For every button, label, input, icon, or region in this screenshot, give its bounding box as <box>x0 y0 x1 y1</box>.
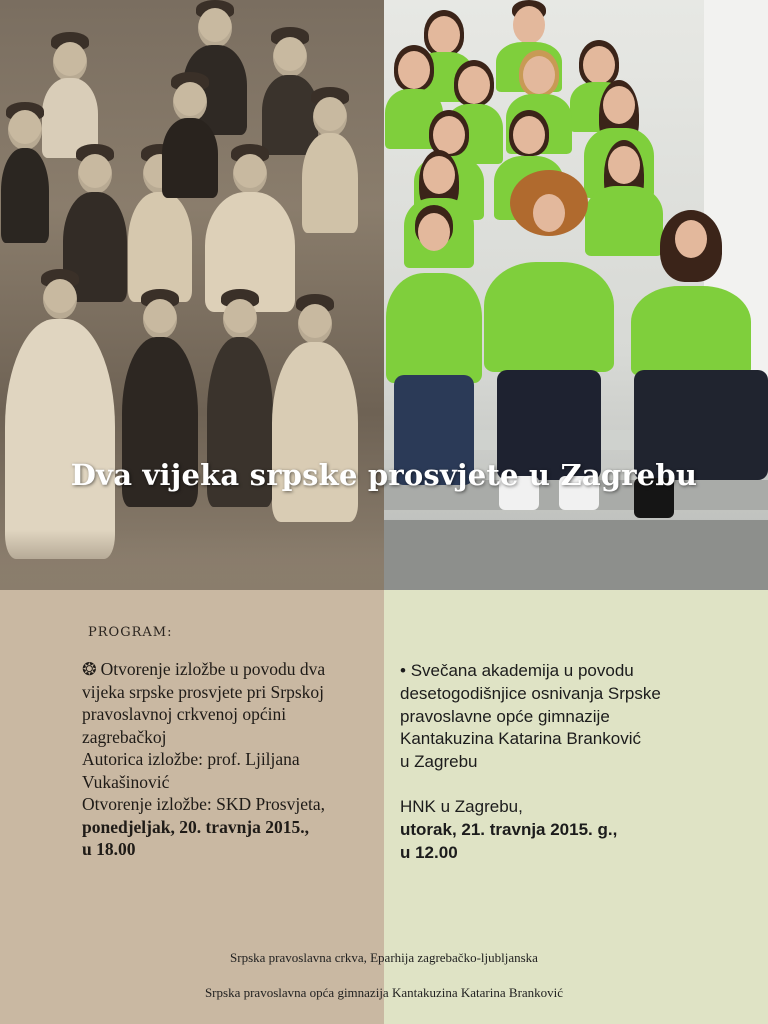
poster-headline: Dva vijeka srpske prosvjete u Zagrebu <box>70 458 698 492</box>
exhibition-date: ponedjeljak, 20. travnja 2015., <box>82 816 310 837</box>
academy-venue: HNK u Zagrebu, <box>400 796 523 816</box>
organizer-church: Srpska pravoslavna crkva, Eparhija zagrebačko-ljubljanska <box>230 950 538 965</box>
exhibition-line-3: pravoslavnoj crkvenoj općini <box>82 704 287 724</box>
exhibition-event-details <box>82 658 382 861</box>
exhibition-author-line-2: Vukašinović <box>82 771 170 792</box>
academy-line-5: u Zagrebu <box>400 752 478 772</box>
exhibition-venue: Otvorenje izložbe: SKD Prosvjeta, <box>82 794 326 814</box>
academy-time: u 12.00 <box>400 842 458 862</box>
program-heading: PROGRAM: <box>88 625 173 640</box>
historic-class-photo <box>0 0 384 590</box>
exhibition-line-1: ❂ Otvorenje izložbe u povodu dva <box>82 659 326 679</box>
exhibition-author-line-1: Autorica izložbe: prof. Ljiljana <box>82 749 300 769</box>
academy-date: utorak, 21. travnja 2015. g., <box>400 819 618 839</box>
academy-line-3: pravoslavne opće gimnazije <box>400 706 610 726</box>
exhibition-line-2: vijeka srpske prosvjete pri Srpskoj <box>82 681 325 702</box>
exhibition-line-4: zagrebačkoj <box>82 726 167 747</box>
organizer-school: Srpska pravoslavna opća gimnazija Kantakuzina Katarina Branković <box>204 985 564 1000</box>
bullet-icon: • <box>400 661 406 680</box>
academy-line-4: Kantakuzina Katarina Branković <box>400 729 641 749</box>
academy-line-2: desetogodišnjice osnivanja Srpske <box>400 683 661 703</box>
academy-event-details <box>400 660 740 864</box>
exhibition-time: u 18.00 <box>82 839 136 859</box>
academy-line-1: • Svečana akademija u povodu <box>400 661 634 680</box>
ornament-icon: ❂ <box>82 659 97 679</box>
modern-students-photo <box>384 0 768 590</box>
